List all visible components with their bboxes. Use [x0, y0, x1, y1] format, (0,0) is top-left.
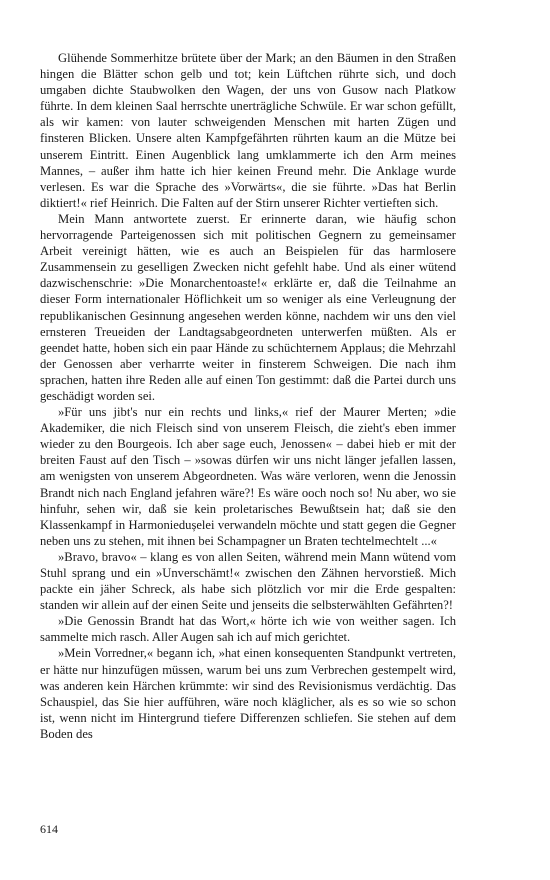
paragraph-4: »Bravo, bravo« – klang es von allen Seiten, während mein Mann wütend vom Stuhl sprang und ein »Unverschämt!« zwischen den Zähnen hervorstieß. Mich packte ein jäher Schreck, als habe sich plötzlich vor mir die Erde gespalten: standen wir allein auf der einen Seite und jenseits die selbsterwählten Gefährten?! [40, 549, 456, 613]
paragraph-2: Mein Mann antwortete zuerst. Er erinnerte daran, wie häufig schon hervorragende Parteigenossen sich mit politischen Gegnern zu gemeinsamer Arbeit vereinigt hätten, wie es auch an Beispielen für das harmlosere Zusammensein zu geselligen Zwecken nicht gefehlt habe. Und als einer wütend dazwischenschrie: »Die Monarchentoaste!« erklärte er, daß die Teilnahme an dieser Form internationaler Höflichkeit um so weniger als eine Verleugnung der republikanischen Gesinnung angesehen werden könne, nachdem wir uns den viel ernsteren Treueiden der Landtagsabgeordneten unterwerfen müßten. Als er geendet hatte, hoben sich ein paar Hände zu schüchternem Applaus; die Mehrzahl der Genossen aber verharrte weiter in finsterem Schweigen. Die nach ihm sprachen, hatten ihre Reden alle auf einen Ton gestimmt: daß die Partei durch uns geschädigt worden sei. [40, 211, 456, 403]
page-number: 614 [40, 822, 58, 836]
paragraph-3: »Für uns jibt's nur ein rechts und links,« rief der Maurer Merten; »die Akademiker, die nich Fleisch sind von unserem Fleisch, die zieht's eben immer wieder zu den Bourgeois. Ich aber sage euch, Jenossen« – dabei hieb er mit der breiten Faust auf den Tisch – »sowas dürfen wir uns nicht länger jefallen lassen, am wenigsten von unserem Abgeordneten. Was wäre verloren, wenn die Jenossin Brandt nich nach England jefahren wäre?! Es wäre ooch noch so! Nu aber, wo sie hinfuhr, sehen wir, daß sie kein proletarisches Bewußtsein hat; daß sie den Klassenkampf in Harmoniedușelei verwandeln möchte und statt gegen die Gegner neben uns zu stehen, mit ihnen bei Schampagner un Braten techtelmechtelt ...« [40, 405, 456, 548]
paragraph-1: Glühende Sommerhitze brütete über der Mark; an den Bäumen in den Straßen hingen die Blätter schon gelb und tot; kein Lüftchen rührte sich, und doch umgaben dichte Staubwolken den Wagen, der uns von Gusow nach Platkow führte. In dem kleinen Saal herrschte unerträgliche Schwüle. Er war schon gefüllt, als wir kamen: von lauter schweigenden Menschen mit harten Zügen und finsteren Blicken. Unsere alten Kampfgefährten rührten kaum an die Mütze bei unserem Eintritt. Einen Augenblick lang umklammerte ich den Arm meines Mannes, – außer ihm hatte ich hier keinen Freund mehr. Die Anklage wurde verlesen. Es war die Sprache des »Vorwärts«, die sie führte. »Das hat Berlin diktiert!« rief Heinrich. Die Falten auf der Stirn unserer Richter vertieften sich. [40, 51, 456, 210]
paragraph-5: »Die Genossin Brandt hat das Wort,« hörte ich wie von weither sagen. Ich sammelte mich rasch. Aller Augen sah ich auf mich gerichtet. [40, 614, 456, 645]
paragraph-6: »Mein Vorredner,« begann ich, »hat einen konsequenten Standpunkt vertreten, er hätte nur hinzufügen müssen, warum bei uns zum Verbrechen gestempelt wird, was anderen kein Härchen krümmte: wir sind des Revisionismus verdächtig. Das Schauspiel, das Sie hier aufführen, wäre noch kläglicher, als es so wie so schon ist, wenn nicht im Hintergrund tiefere Differenzen schliefen. Sie stehen auf dem Boden des [40, 646, 456, 741]
document-page [40, 50, 456, 742]
